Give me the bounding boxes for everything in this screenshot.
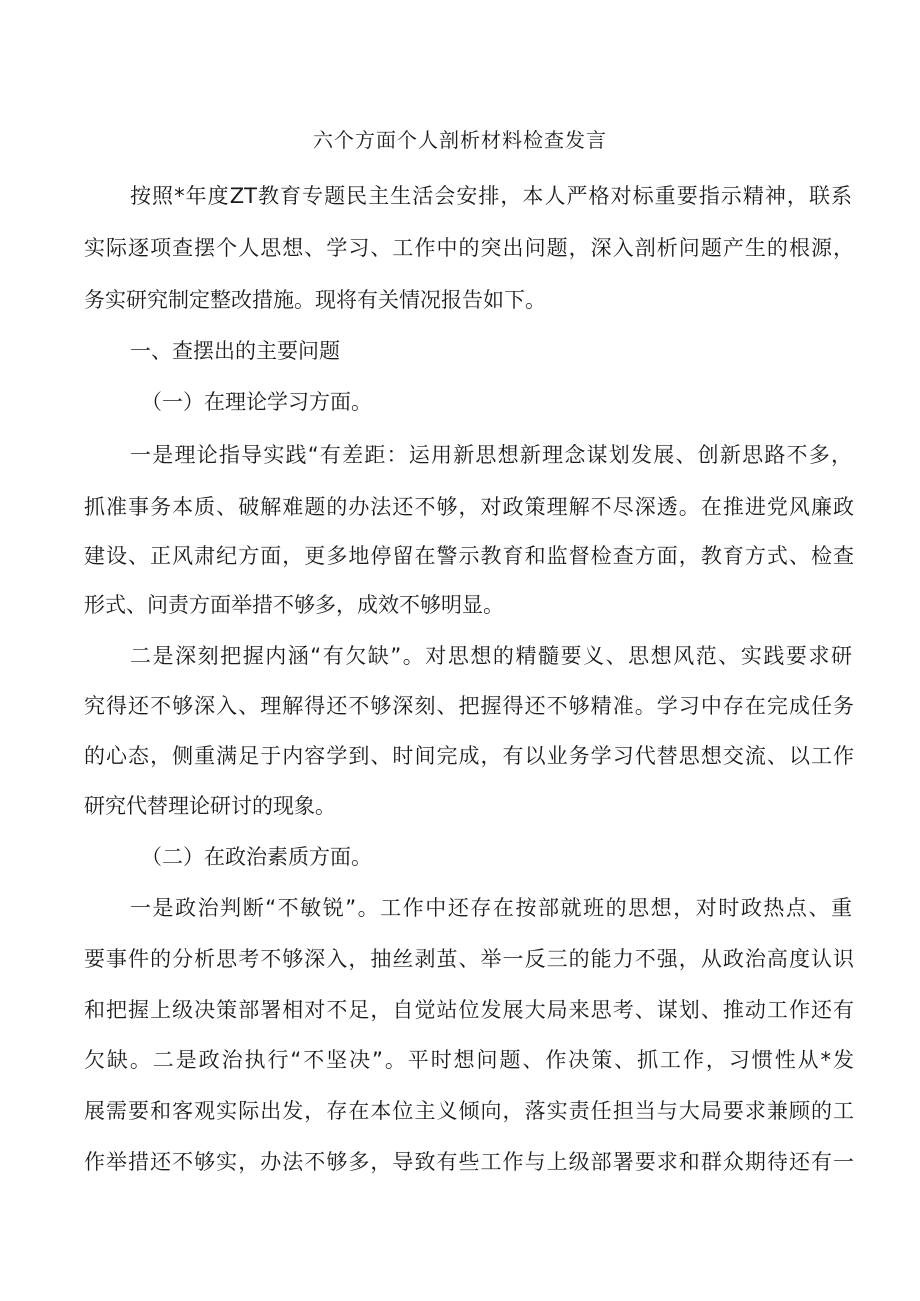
document-title: 六个方面个人剖析材料检查发言 — [313, 128, 607, 152]
paragraph-line: 一是理论指导实践“有差距：运用新思想新理念谋划发展、创新思路不多， — [130, 443, 852, 467]
paragraph-line: 二是深刻把握内涵“有欠缺”。对思想的精髓要义、思想风范、实践要求研 — [130, 644, 852, 668]
paragraph-line: 形式、问责方面举措不够多，成效不够明显。 — [84, 593, 504, 617]
paragraph-line: 作举措还不够实，办法不够多，导致有些工作与上级部署要求和群众期待还有一 — [84, 1150, 854, 1174]
subsection-heading: （一）在理论学习方面。 — [141, 390, 372, 414]
paragraph-line: 实际逐项查摆个人思想、学习、工作中的突出问题，深入剖析问题产生的根源， — [84, 236, 854, 260]
paragraph-line: 的心态，侧重满足于内容学到、时间完成，有以业务学习代替思想交流、以工作 — [84, 744, 854, 768]
paragraph-line: 建设、正风肃纪方面，更多地停留在警示教育和监督检查方面，教育方式、检查 — [84, 544, 854, 568]
paragraph-line: 一是政治判断“不敏锐”。工作中还存在按部就班的思想，对时政热点、重 — [130, 896, 852, 920]
paragraph-line: 要事件的分析思考不够深入，抽丝剥茧、举一反三的能力不强，从政治高度认识 — [84, 947, 854, 971]
paragraph-line: 按照*年度ZT教育专题民主生活会安排，本人严格对标重要指示精神，联系 — [130, 184, 852, 208]
paragraph-line: 展需要和客观实际出发，存在本位主义倾向，落实责任担当与大局要求兼顾的工 — [84, 1099, 854, 1123]
subsection-heading: （二）在政治素质方面。 — [141, 845, 372, 869]
paragraph-line: 抓准事务本质、破解难题的办法还不够，对政策理解不尽深透。在推进党风廉政 — [84, 495, 854, 519]
paragraph-line: 务实研究制定整改措施。现将有关情况报告如下。 — [84, 288, 546, 312]
paragraph-line: 和把握上级决策部署相对不足，自觉站位发展大局来思考、谋划、推动工作还有 — [84, 998, 854, 1022]
section-heading: 一、查摆出的主要问题 — [130, 339, 340, 363]
paragraph-line: 究得还不够深入、理解得还不够深刻、把握得还不够精准。学习中存在完成任务 — [84, 694, 854, 718]
paragraph-line: 研究代替理论研讨的现象。 — [84, 794, 336, 818]
paragraph-line: 欠缺。二是政治执行“不坚决”。平时想问题、作决策、抓工作，习惯性从*发 — [84, 1048, 854, 1072]
